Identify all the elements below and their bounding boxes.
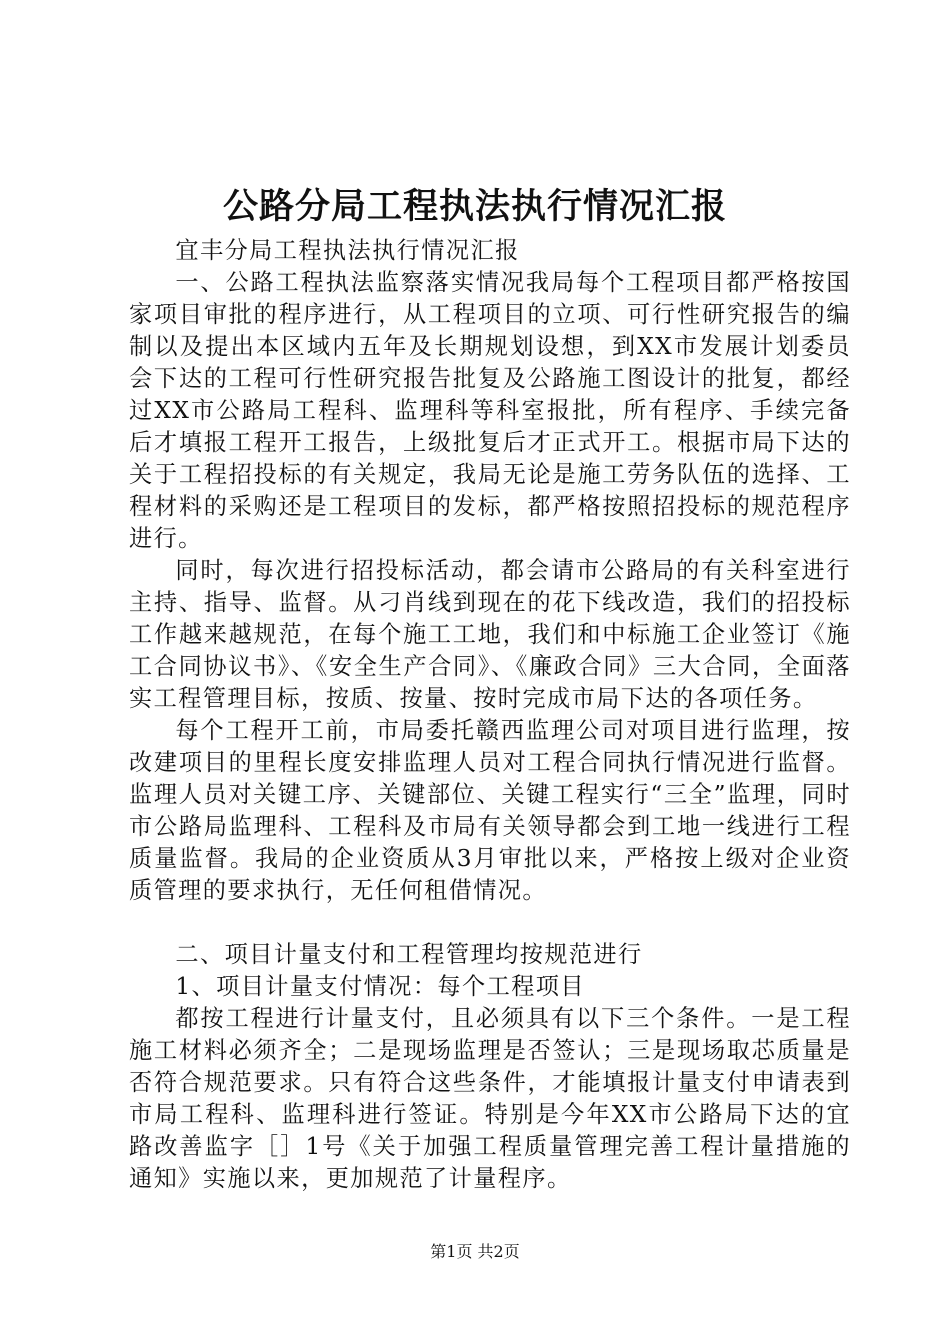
page-footer: 第1页 共2页 — [430, 1242, 520, 1261]
paragraph-supervision: 每个工程开工前，市局委托赣西监理公司对项目进行监理，按改建项目的里程长度安排监理人员对工程合同执行情况进行监督。监理人员对关键工序、关键部位、关键工程实行“三全”监理，同时市公路局监理科、工程科及市局有关领导都会到工地一线进行工程质量监督。我局的企业资质从3月审批以来，严格按上级对企业资质管理的要求执行，无任何租借情况。 — [129, 717, 851, 904]
document-body — [129, 235, 851, 1195]
paragraph-section-two-heading: 二、项目计量支付和工程管理均按规范进行 — [175, 941, 643, 968]
document-title: 公路分局工程执法执行情况汇报 — [222, 186, 727, 227]
paragraph-payment-conditions: 都按工程进行计量支付，且必须具有以下三个条件。一是工程施工材料必须齐全；二是现场监理是否签认；三是现场取芯质量是否符合规范要求。只有符合这些条件，才能填报计量支付申请表到市局工程科、监理科进行签证。特别是今年XX市公路局下达的宜路改善监字［］1号《关于加强工程质量管理完善工程计量措施的通知》实施以来，更加规范了计量程序。 — [129, 1005, 851, 1192]
paragraph-section-one: 一、公路工程执法监察落实情况我局每个工程项目都严格按国家项目审批的程序进行，从工程项目的立项、可行性研究报告的编制以及提出本区域内五年及长期规划设想，到XX市发展计划委员会下达的工程可行性研究报告批复及公路施工图设计的批复，都经过XX市公路局工程科、监理科等科室报批，所有程序、手续完备后才填报工程开工报告，上级批复后才正式开工。根据市局下达的关于工程招投标的有关规定，我局无论是施工劳务队伍的选择、工程材料的采购还是工程项目的发标，都严格按照招投标的规范程序进行。 — [129, 269, 851, 552]
paragraph-subtitle: 宜丰分局工程执法执行情况汇报 — [175, 237, 520, 264]
paragraph-bidding: 同时，每次进行招投标活动，都会请市公路局的有关科室进行主持、指导、监督。从刁肖线到现在的花下线改造，我们的招投标工作越来越规范，在每个施工工地，我们和中标施工企业签订《施工合同协议书》、《安全生产合同》、《廉政合同》三大合同，全面落实工程管理目标，按质、按量、按时完成市局下达的各项任务。 — [129, 557, 851, 712]
paragraph-payment-heading: 1、项目计量支付情况：每个工程项目 — [175, 973, 585, 1000]
